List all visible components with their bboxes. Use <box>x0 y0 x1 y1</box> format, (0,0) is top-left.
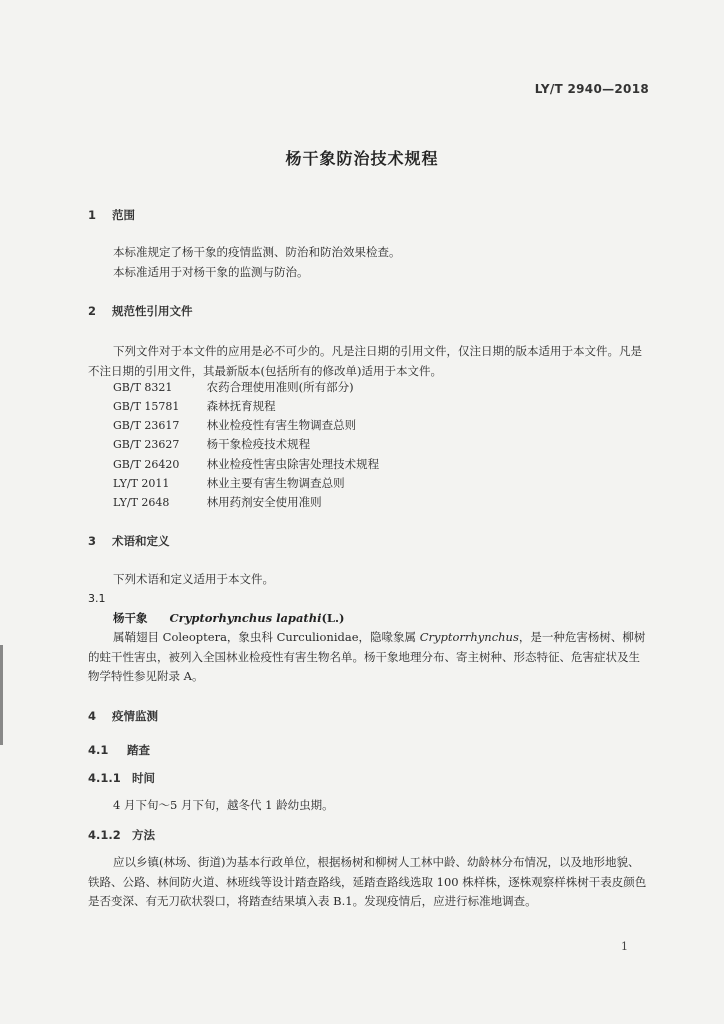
reference-code: GB/T 8321 <box>113 381 173 394</box>
reference-item <box>113 417 356 433</box>
term-author: (L.) <box>321 611 345 625</box>
reference-code: LY/T 2011 <box>113 477 170 490</box>
reference-item <box>113 379 354 395</box>
section-title: 术语和定义 <box>112 534 170 548</box>
reference-code: GB/T 23617 <box>113 419 180 432</box>
reference-item <box>113 456 379 472</box>
scan-edge-mark <box>0 645 3 745</box>
section-1-heading <box>88 207 135 223</box>
reference-name: 林业主要有害生物调查总则 <box>206 476 345 490</box>
reference-name: 林业检疫性有害生物调查总则 <box>206 418 357 432</box>
section-number: 4 <box>88 709 97 723</box>
reference-name: 林用药剂安全使用准则 <box>206 495 322 509</box>
section-number: 4.1.2 <box>88 828 121 842</box>
reference-code: GB/T 23627 <box>113 438 180 451</box>
section-number: 4.1 <box>88 743 109 757</box>
section-title: 范围 <box>112 208 136 222</box>
section-number: 4.1.1 <box>88 771 121 785</box>
subsection-4-1-2-heading <box>88 827 155 843</box>
paragraph: 4 月下旬～5 月下旬，越冬代 1 龄幼虫期。 <box>113 798 334 812</box>
section-3-heading <box>88 533 170 549</box>
reference-code: GB/T 26420 <box>113 458 180 471</box>
term-chinese: 杨干象 <box>113 611 148 625</box>
definition-text: 属鞘翅目 Coleoptera，象虫科 Curculionidae，隐喙象属 <box>113 630 420 644</box>
page-number: 1 <box>621 940 628 953</box>
subsection-4-1-1-heading <box>88 770 155 786</box>
document-title: 杨干象防治技术规程 <box>285 149 439 168</box>
reference-name: 农药合理使用准则(所有部分) <box>206 380 354 394</box>
reference-item <box>113 475 345 491</box>
reference-code: GB/T 15781 <box>113 400 180 413</box>
term-latin-name: Cryptorhynchus lapathi <box>169 611 322 625</box>
genus-name: Cryptorrhynchus <box>419 630 519 644</box>
term-entry <box>113 610 344 626</box>
section-number: 2 <box>88 304 97 318</box>
section-title: 时间 <box>132 771 156 785</box>
section-4-heading <box>88 708 158 724</box>
reference-name: 森林抚育规程 <box>206 399 276 413</box>
term-definition <box>88 628 648 687</box>
subsection-4-1-heading <box>88 742 150 758</box>
section-2-heading <box>88 303 193 319</box>
paragraph: 下列术语和定义适用于本文件。 <box>113 572 274 586</box>
reference-name: 林业检疫性害虫除害处理技术规程 <box>206 457 380 471</box>
section-title: 方法 <box>132 828 156 842</box>
section-title: 疫情监测 <box>112 709 159 723</box>
term-number: 3.1 <box>88 592 106 605</box>
reference-code: LY/T 2648 <box>113 496 170 509</box>
standard-code: LY/T 2940—2018 <box>534 82 649 96</box>
paragraph: 本标准规定了杨干象的疫情监测、防治和防治效果检查。 <box>113 245 401 259</box>
paragraph: 本标准适用于对杨干象的监测与防治。 <box>113 265 309 279</box>
reference-item <box>113 398 276 414</box>
section-number: 3 <box>88 534 97 548</box>
paragraph: 应以乡镇(林场、街道)为基本行政单位，根据杨树和柳树人工林中龄、幼龄林分布情况，以及地形地貌、铁路、公路、林间防火道、林班线等设计踏查路线，延踏查路线选取 100 株样株，逐株观察样株树干表皮颜色是否变深、有无刀砍状裂口，将踏查结果填入表 B.1。发现疫情后，应进行标准地调查。 <box>88 855 647 908</box>
section-title: 规范性引用文件 <box>112 304 193 318</box>
reference-name: 杨干象检疫技术规程 <box>206 437 311 451</box>
reference-item <box>113 436 310 452</box>
definition-text: ，是一种危害杨树、柳树的蛀干性害虫，被列入全国林业检疫性有害生物名单。杨干象地理分布、寄主树种、形态特征、危害症状及生物学特性参见附录 A。 <box>88 630 646 683</box>
section-number: 1 <box>88 208 97 222</box>
paragraph: 下列文件对于本文件的应用是必不可少的。凡是注日期的引用文件，仅注日期的版本适用于本文件。凡是不注日期的引用文件，其最新版本(包括所有的修改单)适用于本文件。 <box>88 344 642 378</box>
reference-item <box>113 494 322 510</box>
section-title: 踏查 <box>127 743 151 757</box>
